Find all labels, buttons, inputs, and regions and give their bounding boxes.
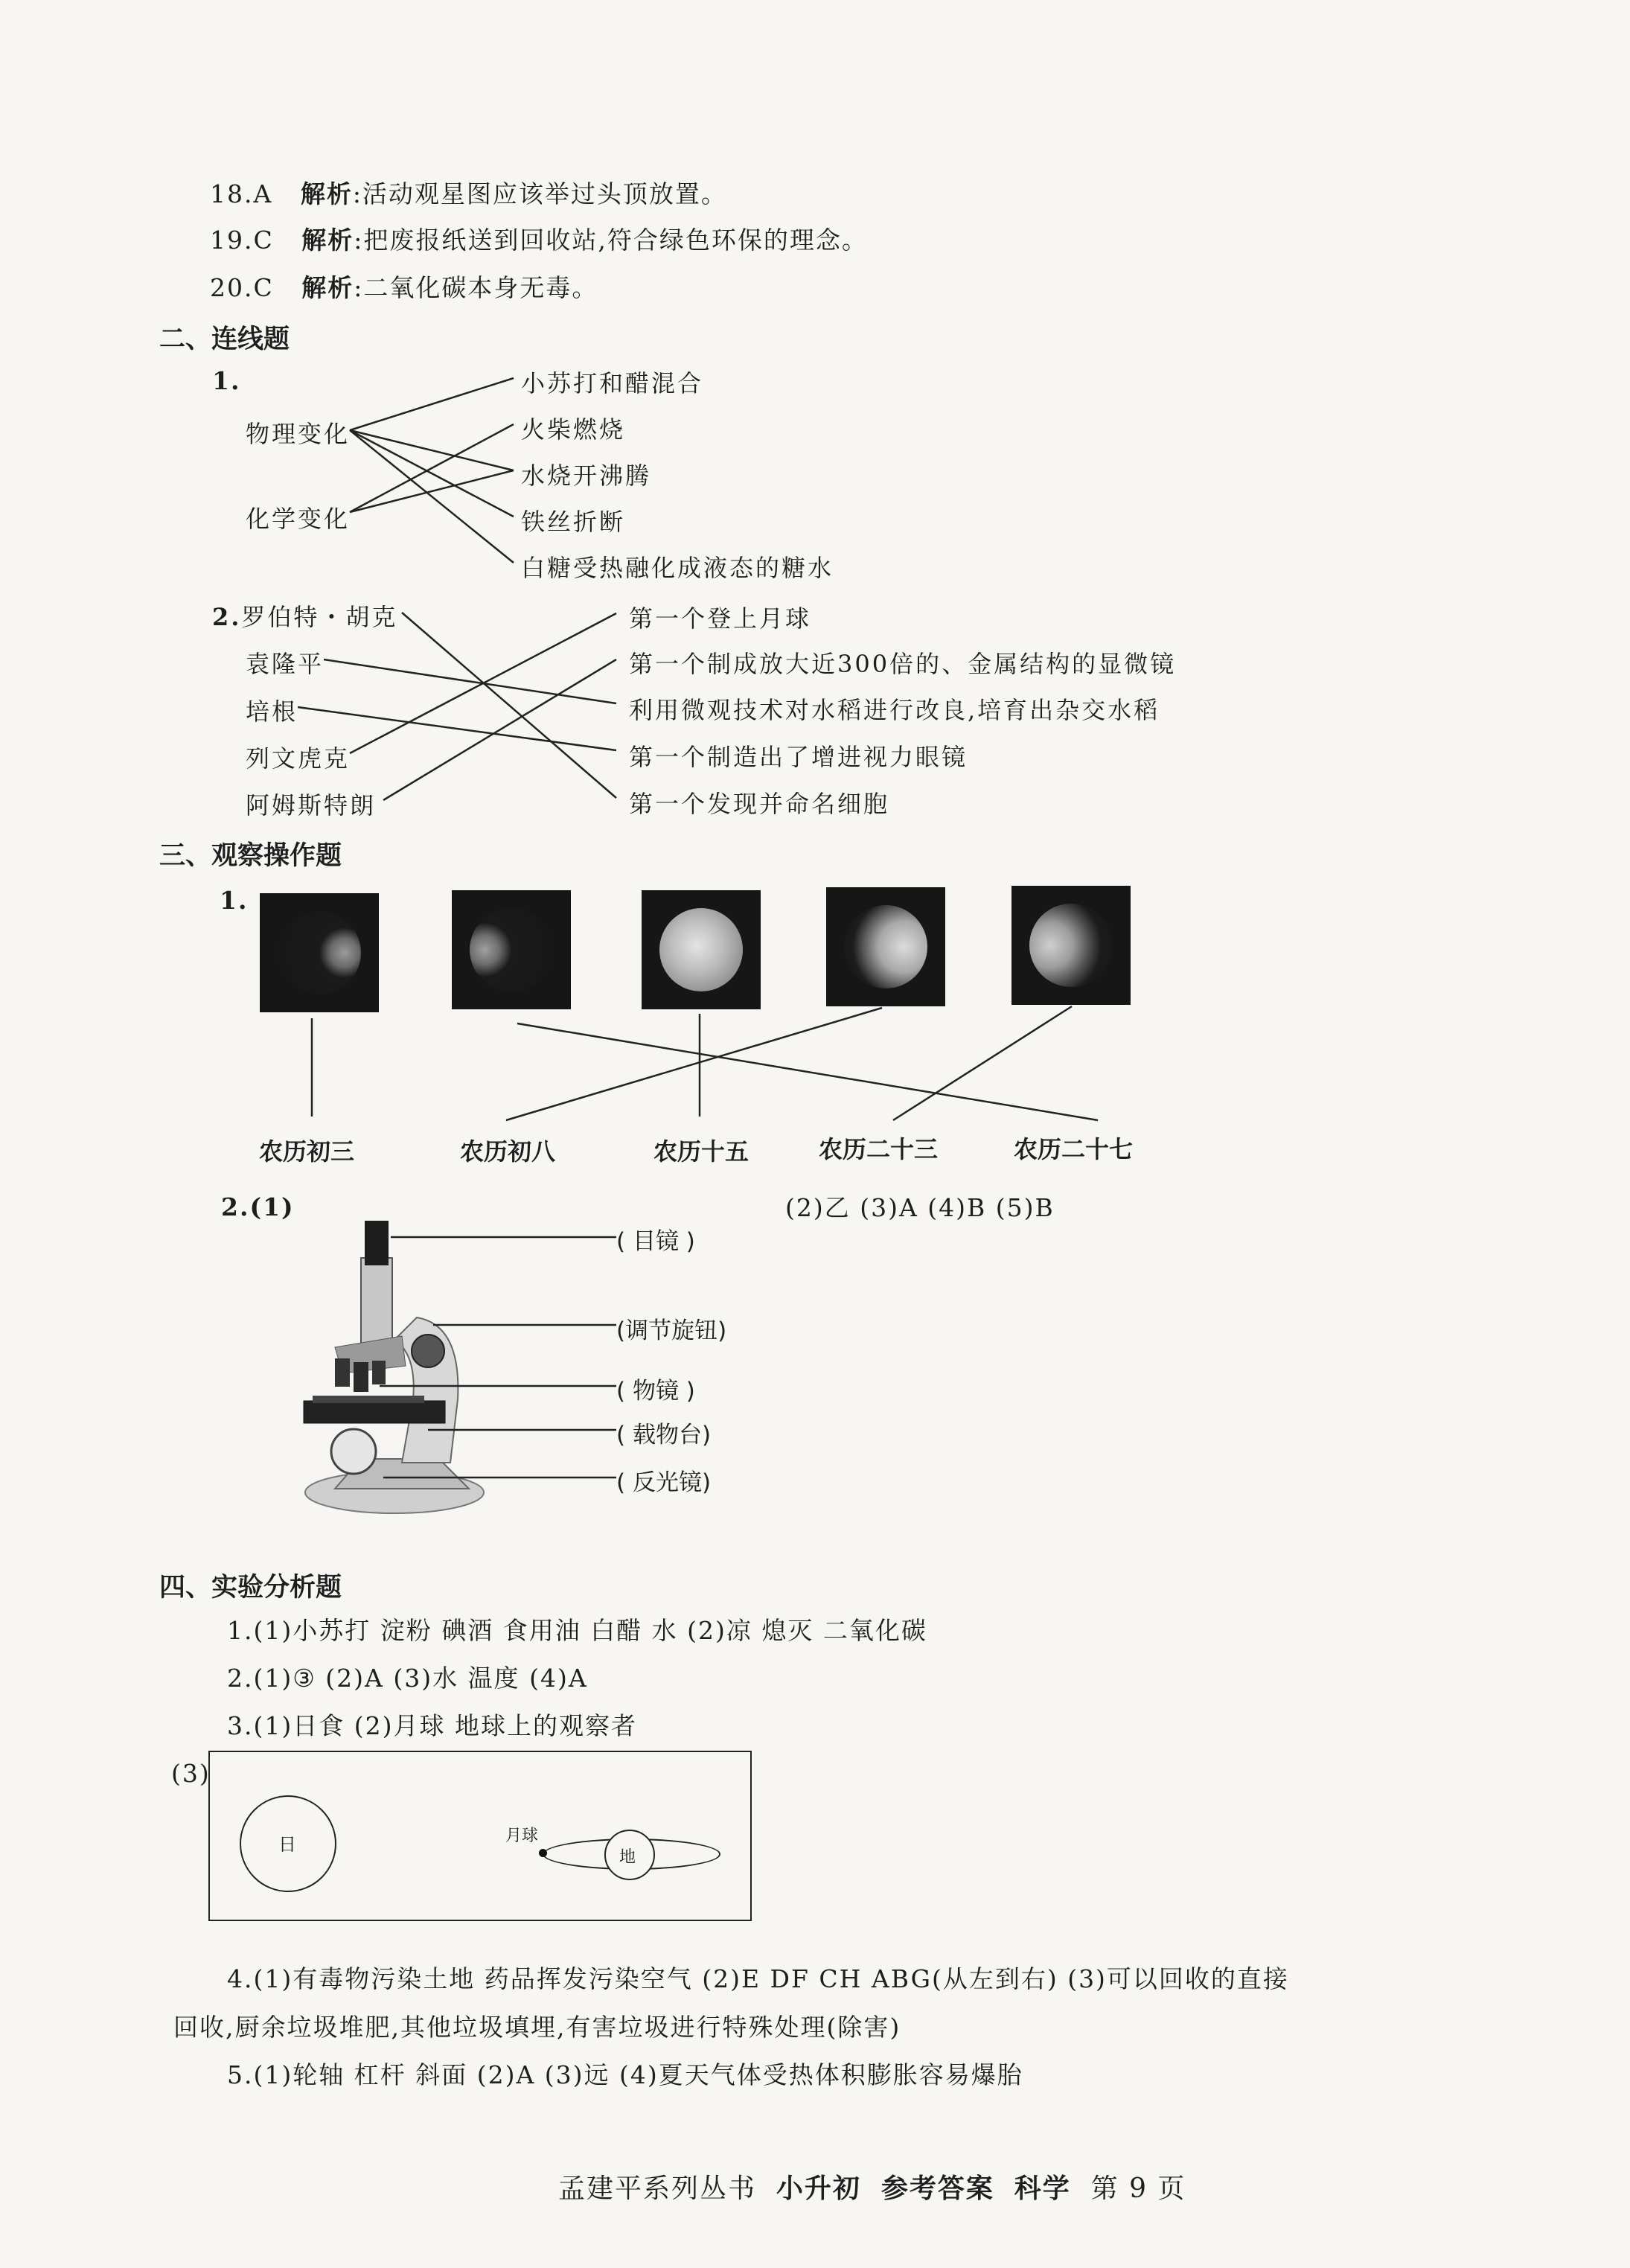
analysis-tag: 解析 (300, 179, 353, 208)
q2-left-bacon: 培根 (246, 697, 298, 726)
section-heading-observation: 三、观察操作题 (159, 841, 342, 871)
q1-left-physical: 物理变化 (246, 420, 351, 448)
s3-q1-number: 1. (220, 886, 249, 915)
q1-number: 1. (212, 366, 241, 395)
answer-letter: C (253, 273, 274, 302)
q2-left-armstrong: 阿姆斯特朗 (246, 791, 377, 820)
analysis-tag: 解析 (301, 226, 354, 255)
s4-q2: 2.(1)③ (2)A (3)水 温度 (4)A (227, 1664, 588, 1693)
sun-label: 日 (278, 1834, 296, 1855)
q2-right-item: 第一个制造出了增进视力眼镜 (629, 743, 968, 771)
microscope-part-stage: ( 载物台) (616, 1422, 712, 1448)
footer-series: 孟建平系列丛书 (558, 2173, 757, 2204)
analysis-tag: 解析 (301, 273, 354, 302)
s3-q2-answers: (2)乙 (3)A (4)B (5)B (785, 1193, 1055, 1222)
analysis-text: :把废报纸送到回收站,符合绿色环保的理念。 (354, 226, 868, 255)
moon-dot (539, 1849, 547, 1857)
s3-q2-label: 2.(1) (221, 1192, 295, 1221)
earth-label: 地 (619, 1848, 636, 1867)
microscope-part-eyepiece: ( 目镜 ) (616, 1228, 695, 1255)
q2-right-item: 第一个登上月球 (629, 604, 812, 633)
answer-num: 20. (210, 273, 254, 302)
sun-circle (240, 1795, 336, 1892)
moon-label-diagram: 月球 (505, 1827, 539, 1845)
s4-q4-line2: 回收,厨余垃圾堆肥,其他垃圾填埋,有害垃圾进行特殊处理(除害) (173, 2013, 901, 2042)
moon-label: 农历十五 (653, 1137, 750, 1166)
q1-right-item: 铁丝折断 (521, 508, 626, 536)
microscope-part-adjust-knob: (调节旋钮) (616, 1317, 727, 1344)
q1-right-item: 水烧开沸腾 (521, 461, 652, 490)
section-heading-experiment: 四、实验分析题 (159, 1573, 342, 1603)
moon-label: 农历初八 (460, 1137, 556, 1166)
q1-left-chemical: 化学变化 (246, 505, 351, 533)
section-heading-matching: 二、连线题 (159, 325, 290, 354)
q1-right-item: 火柴燃烧 (521, 415, 626, 444)
q2-right-item: 第一个制成放大近300倍的、金属结构的显微镜 (629, 650, 1177, 678)
q2-right-item: 第一个发现并命名细胞 (629, 790, 890, 818)
q2-left-yuan: 袁隆平 (246, 650, 325, 678)
moon-label: 农历二十三 (819, 1135, 939, 1163)
s4-q1: 1.(1)小苏打 淀粉 碘酒 食用油 白醋 水 (2)凉 熄灭 二氧化碳 (227, 1616, 927, 1645)
s4-q3: 3.(1)日食 (2)月球 地球上的观察者 (227, 1711, 637, 1740)
page-footer (558, 2168, 1186, 2205)
footer-level: 小升初 (776, 2173, 861, 2204)
footer-subject: 科学 (1014, 2173, 1071, 2204)
answer-letter: A (253, 179, 273, 208)
s4-q4-line1: 4.(1)有毒物污染土地 药品挥发污染空气 (2)E DF CH ABG(从左到右) (3)可以回收的直接 (227, 1964, 1289, 1993)
q2-left-leeuwenhoek: 列文虎克 (246, 744, 351, 773)
answer-num: 19. (210, 226, 254, 255)
eclipse-diagram-frame (208, 1751, 752, 1921)
analysis-text: :二氧化碳本身无毒。 (354, 273, 598, 302)
q1-right-item: 小苏打和醋混合 (521, 369, 704, 397)
s4-q3-part3-label: (3) (171, 1759, 211, 1788)
q2-number: 2. (212, 603, 242, 631)
footer-type: 参考答案 (880, 2173, 994, 2204)
microscope-part-mirror: ( 反光镜) (616, 1469, 712, 1496)
analysis-text: :活动观星图应该举过头顶放置。 (352, 179, 727, 208)
moon-label: 农历二十七 (1014, 1135, 1134, 1163)
q2-left-label: 罗伯特・胡克 (241, 603, 398, 631)
microscope-part-objective: ( 物镜 ) (616, 1378, 695, 1405)
answer-letter: C (253, 226, 274, 255)
q1-right-item: 白糖受热融化成液态的糖水 (521, 554, 834, 582)
q2-right-item: 利用微观技术对水稻进行改良,培育出杂交水稻 (629, 696, 1160, 724)
footer-page: 第 9 页 (1090, 2173, 1186, 2204)
s4-q5: 5.(1)轮轴 杠杆 斜面 (2)A (3)远 (4)夏天气体受热体积膨胀容易爆胎 (227, 2060, 1023, 2089)
moon-label: 农历初三 (259, 1137, 355, 1166)
answer-num: 18. (210, 179, 254, 208)
earth-circle (604, 1830, 655, 1880)
